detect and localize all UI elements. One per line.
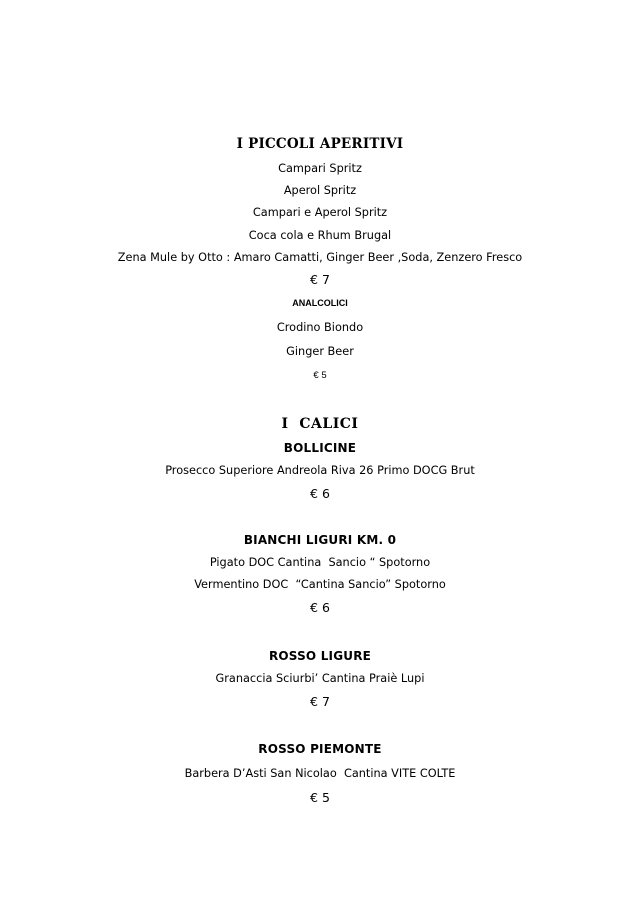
bollicine-price: € 6 xyxy=(310,486,330,501)
menu-item: Prosecco Superiore Andreola Riva 26 Primo DOCG Brut xyxy=(165,464,475,477)
rosso-piemonte-heading: ROSSO PIEMONTE xyxy=(258,742,382,756)
menu-item: Pigato DOC Cantina Sancio “ Spotorno xyxy=(209,556,431,569)
rosso-ligure-price: € 7 xyxy=(310,694,330,709)
analcolici-price: € 5 xyxy=(313,370,327,381)
calici-title: I CALICI xyxy=(281,416,359,432)
menu-item: Vermentino DOC “Cantina Sancio” Spotorno xyxy=(194,578,446,591)
menu-item: Coca cola e Rhum Brugal xyxy=(248,229,392,242)
bollicine-heading: BOLLICINE xyxy=(283,441,357,455)
aperitivi-price: € 7 xyxy=(310,272,330,287)
rosso-ligure-heading: ROSSO LIGURE xyxy=(268,649,372,663)
menu-item: Campari Spritz xyxy=(278,162,362,175)
aperitivi-title: I PICCOLI APERITIVI xyxy=(236,136,404,152)
menu-item: Crodino Biondo xyxy=(276,321,364,334)
rosso-piemonte-price: € 5 xyxy=(310,790,330,805)
bianchi-price: € 6 xyxy=(310,600,330,615)
menu-item: Ginger Beer xyxy=(286,345,354,358)
menu-item: Aperol Spritz xyxy=(283,184,357,197)
bianchi-heading: BIANCHI LIGURI KM. 0 xyxy=(243,533,397,547)
menu-item: Campari e Aperol Spritz xyxy=(252,206,388,219)
menu-item: Granaccia Sciurbi’ Cantina Praiè Lupi xyxy=(215,672,425,685)
menu-item: Zena Mule by Otto : Amaro Camatti, Ginger Beer ,Soda, Zenzero Fresco xyxy=(117,251,523,264)
analcolici-heading: ANALCOLICI xyxy=(292,298,348,308)
menu-item: Barbera D’Asti San Nicolao Cantina VITE COLTE xyxy=(184,767,456,780)
